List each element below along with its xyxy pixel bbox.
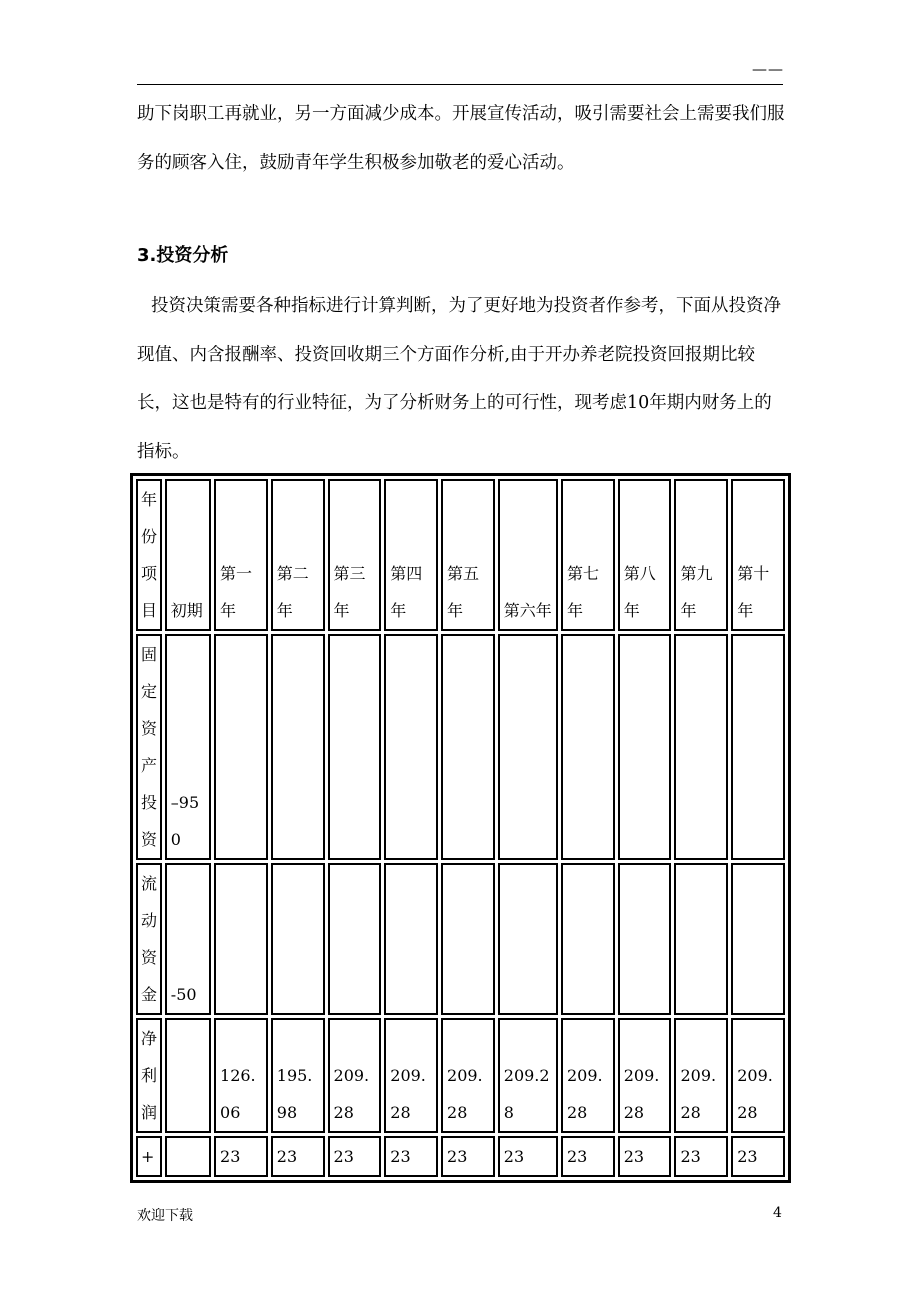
table-row-label: 固定资产投资 (136, 634, 162, 860)
table-cell: 209.28 (618, 1018, 672, 1133)
table-header-cell: 第十年 (731, 479, 785, 631)
table-header-cell: 初期 (165, 479, 211, 631)
investment-table (130, 473, 791, 1183)
table-cell (674, 863, 728, 1015)
table-cell (498, 863, 558, 1015)
table-row (136, 634, 785, 860)
table-header-cell: 第六年 (498, 479, 558, 631)
table-cell (271, 634, 325, 860)
header-mark: —— (752, 60, 784, 78)
table-cell: 23 (731, 1136, 785, 1177)
table-cell: 23 (328, 1136, 382, 1177)
table-cell (674, 634, 728, 860)
table-cell (384, 863, 438, 1015)
table-header-cell: 第二年 (271, 479, 325, 631)
table-cell (618, 634, 672, 860)
table-cell: –950 (165, 634, 211, 860)
table-cell: 23 (498, 1136, 558, 1177)
table-header-cell: 第七年 (561, 479, 615, 631)
table-header-cell: 第三年 (328, 479, 382, 631)
page-number: 4 (773, 1205, 782, 1221)
table-row-label: 净利润 (136, 1018, 162, 1133)
table-cell (384, 634, 438, 860)
table-cell: 23 (214, 1136, 268, 1177)
table-cell (165, 1136, 211, 1177)
table-header-cell: 第一年 (214, 479, 268, 631)
table-cell: -50 (165, 863, 211, 1015)
section-title: 3.投资分析 (137, 245, 229, 266)
table-cell: 23 (271, 1136, 325, 1177)
table-cell (498, 634, 558, 860)
table-header-cell: 第四年 (384, 479, 438, 631)
body-paragraph-2: 投资决策需要各种指标进行计算判断，为了更好地为投资者作参考，下面从投资净现值、内含报酬率、投资回收期三个方面作分析,由于开办养老院投资回报期比较长，这也是特有的行业特征，为了分析财务上的可行性，现考虑10年期内财务上的指标。 (137, 296, 781, 462)
table-cell (561, 863, 615, 1015)
table-header-cell: 年份项目 (136, 479, 162, 631)
header-rule (137, 84, 783, 85)
table-row (136, 863, 785, 1015)
table-cell: 126.06 (214, 1018, 268, 1133)
table-cell: 209.28 (498, 1018, 558, 1133)
table-cell: 209.28 (731, 1018, 785, 1133)
table-cell (731, 634, 785, 860)
table-cell (441, 634, 495, 860)
table-cell (271, 863, 325, 1015)
table-cell: 209.28 (441, 1018, 495, 1133)
table-header-cell: 第九年 (674, 479, 728, 631)
table-cell (731, 863, 785, 1015)
table-header-cell: 第八年 (618, 479, 672, 631)
table-row (136, 1136, 785, 1177)
table-cell: 209.28 (384, 1018, 438, 1133)
table-row-label: 流动资金 (136, 863, 162, 1015)
table-cell (561, 634, 615, 860)
table-cell: 195.98 (271, 1018, 325, 1133)
table-cell: 23 (618, 1136, 672, 1177)
footer-text: 欢迎下载 (137, 1208, 193, 1224)
table-header-cell: 第五年 (441, 479, 495, 631)
table-row (136, 1018, 785, 1133)
table-cell: 23 (384, 1136, 438, 1177)
table-cell (441, 863, 495, 1015)
table-cell (214, 863, 268, 1015)
table-cell (214, 634, 268, 860)
table-header-row (136, 479, 785, 631)
body-paragraph-1: 助下岗职工再就业，另一方面减少成本。开展宣传活动，吸引需要社会上需要我们服务的顾客入住，鼓励青年学生积极参加敬老的爱心活动。 (137, 104, 785, 173)
table-cell: 23 (674, 1136, 728, 1177)
table-cell: 209.28 (561, 1018, 615, 1133)
table-cell (165, 1018, 211, 1133)
table-cell (618, 863, 672, 1015)
table-cell: 23 (561, 1136, 615, 1177)
table-cell: 209.28 (674, 1018, 728, 1133)
table-cell: 209.28 (328, 1018, 382, 1133)
table-row-label: + (136, 1136, 162, 1177)
table-cell (328, 634, 382, 860)
table-cell (328, 863, 382, 1015)
table-cell: 23 (441, 1136, 495, 1177)
